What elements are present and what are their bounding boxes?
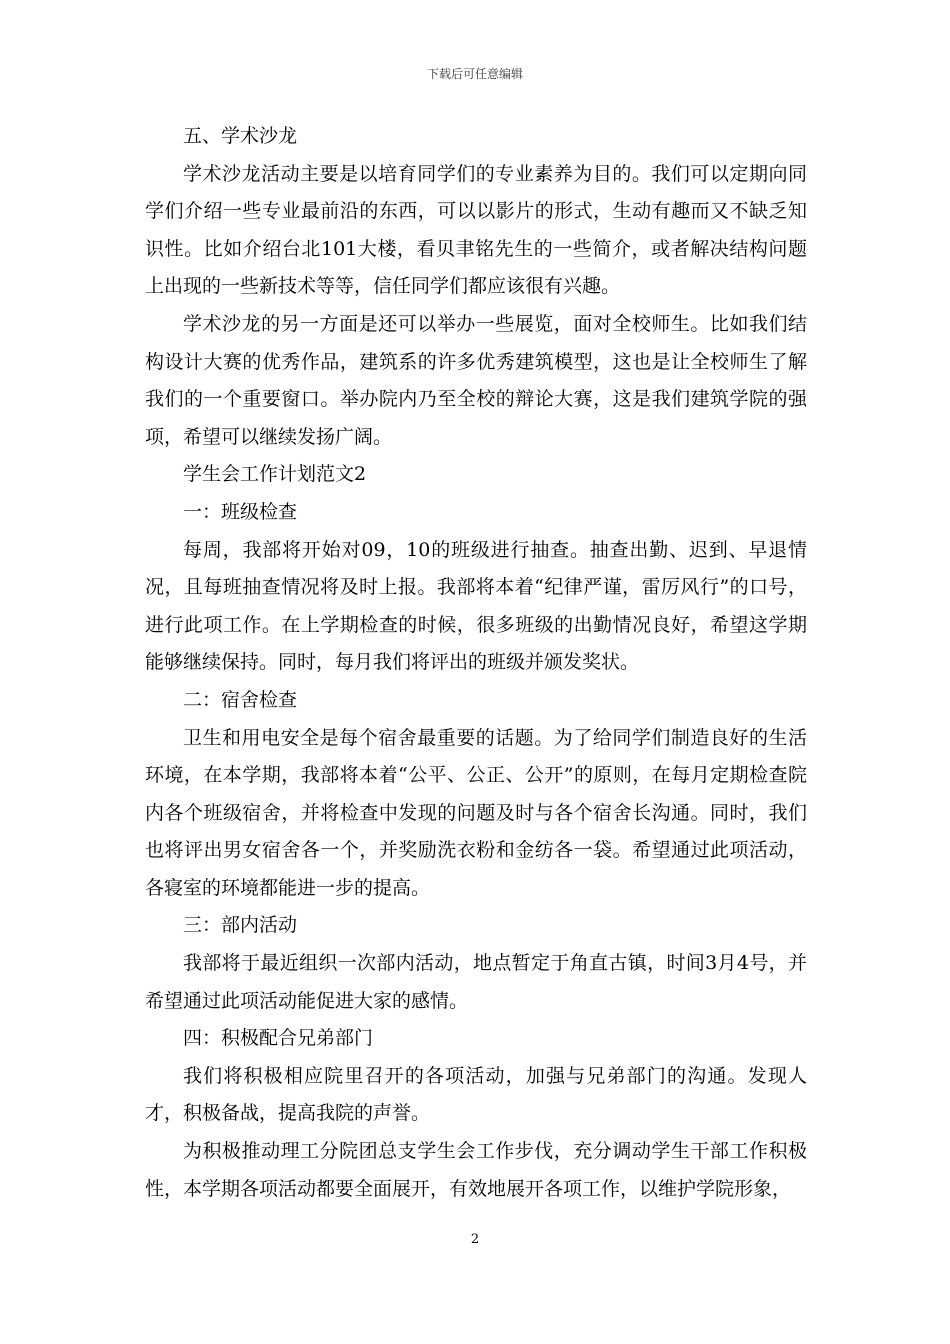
section-heading-department-activity: 三：部内活动 <box>183 914 298 937</box>
section-heading-class-inspection: 一：班级检查 <box>183 500 298 523</box>
paragraph: 学术沙龙的另一方面是还可以举办一些展览，面对全校师生。比如我们结构设计大赛的优秀作品，建筑系的许多优秀建筑模型，这也是让全校师生了解我们的一个重要窗口。举办院内乃至全校的辩论大赛，这是我们建筑学院的强项，希望可以继续发扬广阔。 <box>145 312 807 448</box>
section-heading-cooperation: 四：积极配合兄弟部门 <box>183 1027 374 1050</box>
paragraph: 每周，我部将开始对09，10的班级进行抽查。抽查出勤、迟到、早退情况，且每班抽查情况将及时上报。我部将本着“纪律严谨，雷厉风行”的口号，进行此项工作。在上学期检查的时候，很多班级的出勤情况良好，希望这学期能够继续保持。同时，每月我们将评出的班级并颁发奖状。 <box>145 538 807 674</box>
paragraph: 为积极推动理工分院团总支学生会工作步伐，充分调动学生干部工作积极性，本学期各项活动都要全面展开，有效地展开各项工作，以维护学院形象， <box>145 1140 807 1200</box>
section-heading-dorm-inspection: 二：宿舍检查 <box>183 688 298 711</box>
paragraph: 学术沙龙活动主要是以培育同学们的专业素养为目的。我们可以定期向同学们介绍一些专业最前沿的东西，可以以影片的形式，生动有趣而又不缺乏知识性。比如介绍台北101大楼，看贝聿铭先生的一些简介，或者解决结构问题上出现的一些新技术等等，信任同学们都应该很有兴趣。 <box>145 162 807 298</box>
paragraph: 我部将于最近组织一次部内活动，地点暂定于角直古镇，时间3月4号，并希望通过此项活动能促进大家的感情。 <box>145 952 807 1012</box>
section-heading-academic-salon: 五、学术沙龙 <box>183 125 298 147</box>
paragraph: 我们将积极相应院里召开的各项活动，加强与兄弟部门的沟通。发现人才，积极备战，提高我院的声誉。 <box>145 1064 807 1125</box>
page-number: 2 <box>470 1232 480 1247</box>
document-body <box>145 118 807 1208</box>
paragraph: 卫生和用电安全是每个宿舍最重要的话题。为了给同学们制造良好的生活环境，在本学期，我部将本着“公平、公正、公开”的原则，在每月定期检查院内各个班级宿舍，并将检查中发现的问题及时与各个宿舍长沟通。同时，我们也将评出男女宿舍各一个，并奖励洗衣粉和金纺各一袋。希望通过此项活动，各寝室的环境都能进一步的提高。 <box>145 726 807 899</box>
page-header: 下载后可任意编辑 <box>426 67 523 81</box>
document-title-plan-2: 学生会工作计划范文2 <box>183 463 367 486</box>
